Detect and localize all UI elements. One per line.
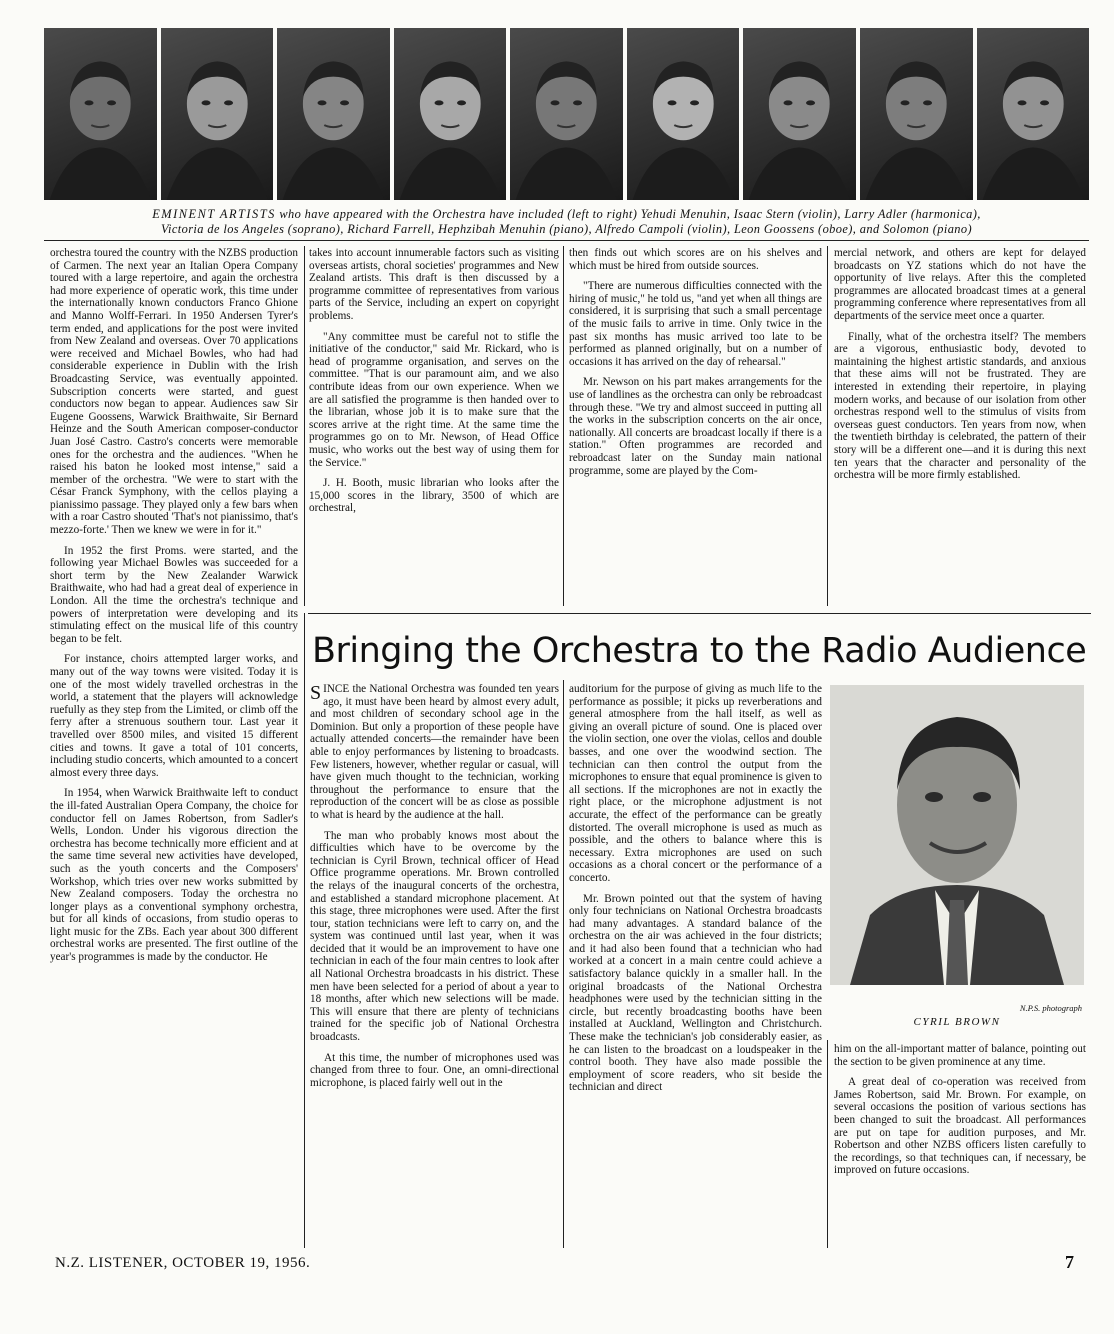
paragraph: In 1954, when Warwick Braithwaite left to conduct the ill-fated Australian Opera Company, the choice for conductor fell on James Robertson, from Sadler's Wells, London. Under his vigorous direction the orchestra has become technically more efficient and at the same time several new activities have developed, such as the youth concerts and the Composers' Workshop, which tries over new works submitted by New Zealand composers. Today the orchestra no longer plays as a conventional symphony orchestra, but for all kinds of occasions, from studio operas to light music for the ZBs. Each year about 300 different orchestral works are presented. The first outline of the year's programmes is made by the conductor. He bbox=[50, 787, 298, 964]
feature-column-2 bbox=[569, 683, 822, 1248]
article-column-1 bbox=[50, 247, 298, 1247]
photo-caption bbox=[44, 207, 1089, 237]
paragraph: then finds out which scores are on his shelves and which must be hired from outside sources. bbox=[569, 247, 822, 272]
paragraph: In 1952 the first Proms. were started, and the following year Michael Bowles was succeeded for a short term by the New Zealander Warwick Braithwaite, who had had a great deal of experience in London. All the time the orchestra's technique and powers of interpretation were developing and its stimulating effect on the musical life of this country began to be felt. bbox=[50, 544, 298, 645]
caption-lead: EMINENT ARTISTS bbox=[152, 207, 276, 221]
paragraph: auditorium for the purpose of giving as much life to the performance as possible; it picks up reverberations and general atmosphere from the hall itself, as well as giving an overall picture of sound. One is placed over the violin section, one over the violas, cellos and double basses, and one over the woodwind section. The technician can then control the output from the microphones to ensure that equal prominence is given to all sections. If the microphones are not in exactly the right place, or the microphone adjustment is not accurate, the effect of the performance can be greatly distorted. The overall microphone is used as much as possible, and the others to balance where this is necessary. Extra microphones are used on such occasions as a choral concert or the performance of a concerto. bbox=[569, 683, 822, 884]
caption-line-2: Victoria de los Angeles (soprano), Richard Farrell, Hephzibah Menuhin (piano), Alfredo Campoli (violin), Leon Goossens (oboe), and Solomon (piano) bbox=[160, 222, 973, 236]
column-rule bbox=[563, 246, 564, 606]
drop-cap: S bbox=[310, 683, 322, 704]
feature-column-3 bbox=[834, 1043, 1086, 1248]
artist-portrait bbox=[44, 28, 157, 200]
caption-line-1: who have appeared with the Orchestra have included (left to right) Yehudi Menuhin, Isaac Stern (violin), Larry Adler (harmonica), bbox=[279, 207, 981, 221]
paragraph: For instance, choirs attempted larger works, and many out of the way towns were visited. Today it is one of the most widely travelled orchestras in the world, a statement that the players will acknowledge ruefully as they step from the Limited, or climb off the ferry after a strenuous southern tour. Last year it travelled over 8500 miles, and visited 15 different cities and towns. It gave a total of 101 concerts, including studio concerts, which amounted to a concert almost every three days. bbox=[50, 653, 298, 779]
artist-portrait bbox=[627, 28, 740, 200]
paragraph: takes into account innumerable factors such as visiting overseas artists, choral societies' programmes and New Zealand artists. This draft is then discussed by a programme committee of representatives from various parts of the Service, including an expert on copyright problems. bbox=[309, 247, 559, 322]
article-column-3 bbox=[569, 247, 822, 607]
column-rule bbox=[304, 246, 305, 606]
photo-caption-name: CYRIL BROWN bbox=[913, 1016, 1001, 1028]
paragraph: SINCE the National Orchestra was founded ten years ago, it must have been heard by almost every adult, and most children of secondary school age in the Dominion. But only a proportion of these people have actually attended concerts—the remainder have been able to enjoy performances by listening to broadcasts. Few listeners, however, whether regular or casual, will have given much thought to the technician, working throughout the performance to ensure that the reproduction of the concert will be as close as possible to what is heard by the audience at the hall. bbox=[310, 683, 559, 821]
paragraph: A great deal of co-operation was received from James Robertson, said Mr. Brown. For example, on several occasions the position of various sections has been changed to suit the broadcast. All performances are put on tape for audition purposes, and Mr. Robertson and other NZBS officers listen carefully to the recordings, so that techniques can, if necessary, be improved on future occasions. bbox=[834, 1076, 1086, 1177]
column-rule bbox=[827, 1040, 828, 1248]
article-column-4 bbox=[834, 247, 1086, 607]
column-rule bbox=[304, 613, 305, 1248]
caption-rule bbox=[44, 240, 1089, 241]
paragraph: The man who probably knows most about the difficulties which have to be overcome by the technician is Cyril Brown, technical officer of Head Office programme operations. Mr. Brown controlled the relays of the inaugural concerts of the orchestra, and established a standard microphone placement. At this stage, three microphones were used. After the first tour, station technicians were left to carry on, and the system was continued until last year, when it was decided that it would be an improvement to have one technician in each of the four main centres to look after all National Orchestra broadcasts in his district. These men have been selected for a period of about a year to 18 months, after which new selections will be made. This will ensure that there are plenty of technicians trained for the specific job of National Orchestra broadcasts. bbox=[310, 829, 559, 1044]
paragraph: orchestra toured the country with the NZBS production of Carmen. The next year an Italian Opera Company toured with a large repertoire, and again the orchestra had more experience of operatic work, this time under the internationally known conductors Franco Ghione and Manno Wolff-Ferrari. In 1950 Andersen Tyrer's term ended, and applications for the post were invited from New Zealand and overseas. Over 70 applications were received and Michael Bowles, who had had considerable experience in Dublin with the Irish Broadcasting Service, was eventually appointed. Subscription concerts were started, and guest conductors now began to appear. Audiences saw Sir Eugene Goossens, Warwick Braithwaite, Sir Bernard Heinze and the South American composer-conductor Juan José Castro. Castro's concerts were memorable ones for the orchestra and the audiences. "When he raised his baton he looked most intense," said a member of the orchestra. "We were to start with the César Franck Symphony, with the cellos playing a pianissimo passage. They played only a few bars when with a roar Castro shouted 'That's not pianissimo, that's mezzo-forte.' Then we knew we were in for it." bbox=[50, 247, 298, 537]
paragraph: Mr. Brown pointed out that the system of having only four technicians on National Orchestra broadcasts had many advantages. A standard balance of the orchestra on the air was achieved in the four districts; and it had also been found that a technician who had worked at a concert in a main centre could achieve a satisfactory balance quickly in a smaller hall. In the original broadcasts of the National Orchestra headphones were used by the technician sitting in the circle, but recently broadcasting booths have been installed at Auckland, Wellington and Christchurch. These make the technician's job considerably easier, as he can listen to the broadcast on a loudspeaker in the control booth. They have also made possible the employment of score readers, who sit beside the technician and direct bbox=[569, 892, 822, 1094]
artist-photo-strip bbox=[44, 28, 1089, 200]
paragraph: "There are numerous difficulties connected with the hiring of music," he told us, "and yet when all things are considered, it is surprising that such a small percentage of the music fails to arrive in time. Only twice in the past six months has music arrived too late to be performed as planned originally, but on a number of occasions it has arrived on the day of rehearsal." bbox=[569, 280, 822, 368]
feature-column-1 bbox=[310, 683, 559, 1248]
paragraph: mercial network, and others are kept for delayed broadcasts on YZ stations which do not have the opportunity of live relays. After this the completed programmes are allocated broadcast times at a general programming conference where representatives from all departments of the service meet once a quarter. bbox=[834, 247, 1086, 322]
cyril-brown-photo bbox=[830, 685, 1084, 985]
paragraph: him on the all-important matter of balance, pointing out the section to be given prominence at any time. bbox=[834, 1043, 1086, 1068]
article-column-2 bbox=[309, 247, 559, 607]
paragraph: "Any committee must be careful not to stifle the initiative of the conductor," said Mr. Rickard, who is head of programme organisation, and serves on the committee. "That is our paramount aim, and we also contribute ideas from our own experience. When we are all satisfied the programme is then handed over to the librarian, whose job it is to make sure that the scores arrive at the right time. At the same time the programmes go on to Mr. Newson, of Head Office music, who works out the best way of using them for the Service." bbox=[309, 330, 559, 469]
artist-portrait bbox=[860, 28, 973, 200]
artist-portrait bbox=[510, 28, 623, 200]
feature-headline: Bringing the Orchestra to the Radio Audience bbox=[312, 631, 1087, 671]
paragraph: At this time, the number of microphones used was changed from three to four. One, an omni-directional microphone, is placed fairly well out in the bbox=[310, 1051, 559, 1089]
paragraph: J. H. Booth, music librarian who looks after the 15,000 scores in the library, 3500 of which are orchestral, bbox=[309, 477, 559, 515]
paragraph: Finally, what of the orchestra itself? The members are a vigorous, enthusiastic body, devoted to maintaining the highest artistic standards, and anxious that these aims will not be frustrated. They are interested in extending their repertoire, in playing modern works, and because of our isolation from other orchestras respond well to the stimulus of visits from overseas guest conductors. Ten years from now, when the twentieth birthday is celebrated, the pattern of their story will be a different one—and it is during this next ten years that the character and personality of the orchestra will be more firmly established. bbox=[834, 330, 1086, 482]
page-number: 7 bbox=[1065, 1252, 1074, 1272]
publication-line: N.Z. LISTENER, OCTOBER 19, 1956. bbox=[55, 1255, 311, 1271]
headline-rule bbox=[308, 613, 1091, 614]
column-rule bbox=[563, 680, 564, 1248]
artist-portrait bbox=[161, 28, 274, 200]
photo-credit: N.P.S. photograph bbox=[1019, 1003, 1082, 1013]
artist-portrait bbox=[277, 28, 390, 200]
artist-portrait bbox=[394, 28, 507, 200]
artist-portrait bbox=[743, 28, 856, 200]
artist-portrait bbox=[977, 28, 1090, 200]
column-rule bbox=[827, 246, 828, 606]
paragraph: Mr. Newson on his part makes arrangements for the use of landlines as the orchestra can only be rebroadcast through these. "We try and almost succeed in putting all the works in the subscription concerts on the air once, nationally. All concerts are broadcast locally if there is a station." Often programmes are recorded and rebroadcast later on the Sunday main national programme, some are played by the Com- bbox=[569, 376, 822, 477]
